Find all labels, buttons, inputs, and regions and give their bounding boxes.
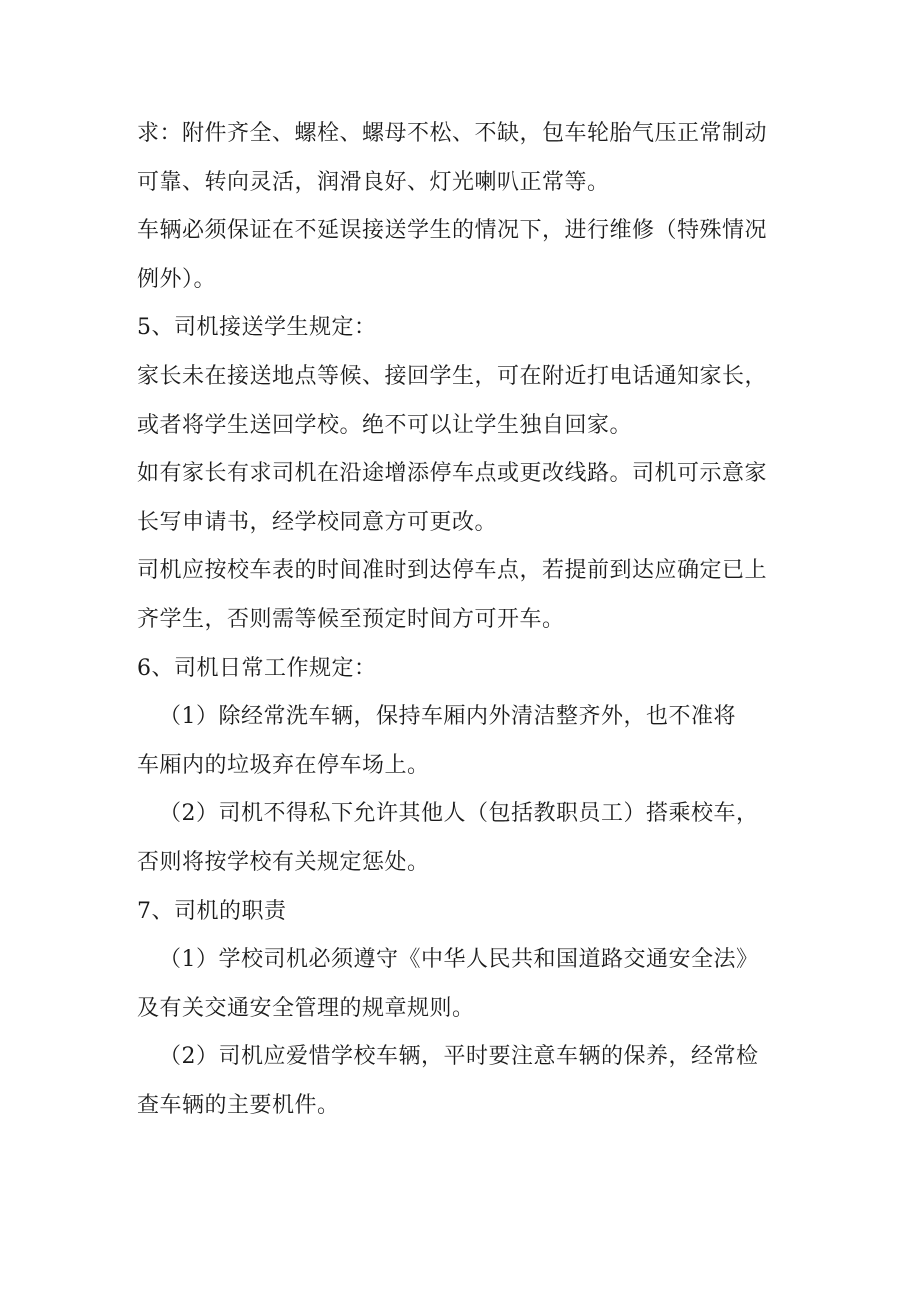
list-item-line: （2）司机应爱惜学校车辆，平时要注意车辆的保养，经常检: [159, 1044, 759, 1070]
text-line: 长写申请书，经学校同意方可更改。: [137, 509, 498, 535]
list-item-line: （2）司机不得私下允许其他人（包括教职员工）搭乘校车，: [159, 801, 759, 827]
text-line: 求：附件齐全、螺栓、螺母不松、不缺，包车轮胎气压正常制动: [137, 121, 768, 146]
text-line: 车辆必须保证在不延误接送学生的情况下，进行维修（特殊情况: [137, 218, 768, 244]
text-line: 家长未在接送地点等候、接回学生，可在附近打电话通知家长，: [137, 363, 768, 389]
list-item-line: （1）除经常洗车辆，保持车厢内外清洁整齐外，也不准将: [159, 704, 736, 730]
section-heading-5: 5、司机接送学生规定：: [137, 315, 377, 341]
section-heading-7: 7、司机的职责: [137, 898, 287, 924]
section-heading-6: 6、司机日常工作规定：: [137, 655, 377, 681]
text-line: 例外）。: [137, 266, 217, 292]
document-body: [137, 110, 797, 1130]
text-line: 查车辆的主要机件。: [137, 1092, 340, 1118]
list-item-line: （1）学校司机必须遵守《中华人民共和国道路交通安全法》: [159, 947, 759, 973]
text-line: 可靠、转向灵活，润滑良好、灯光喇叭正常等。: [137, 169, 610, 195]
text-line: 或者将学生送回学校。绝不可以让学生独自回家。: [137, 412, 633, 438]
text-line: 及有关交通安全管理的规章规则。: [137, 995, 475, 1021]
text-line: 司机应按校车表的时间准时到达停车点，若提前到达应确定已上: [137, 558, 768, 584]
text-line: 否则将按学校有关规定惩处。: [137, 849, 430, 875]
text-line: 齐学生，否则需等候至预定时间方可开车。: [137, 606, 565, 632]
text-line: 如有家长有求司机在沿途增添停车点或更改线路。司机可示意家: [137, 461, 768, 487]
text-line: 车厢内的垃圾弃在停车场上。: [137, 752, 430, 778]
